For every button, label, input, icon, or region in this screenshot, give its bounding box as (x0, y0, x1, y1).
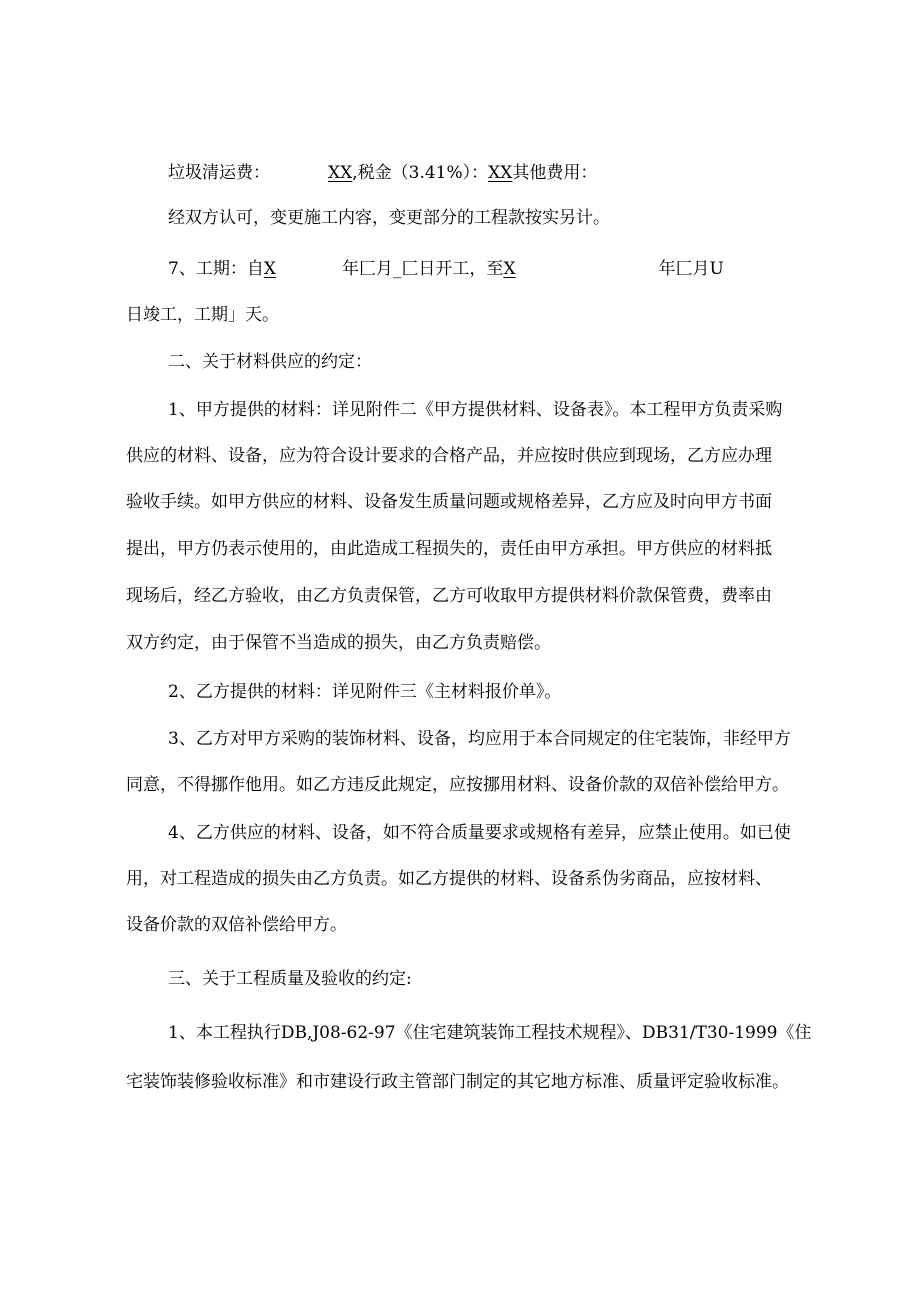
section2-item1-line: 验收手续。如甲方供应的材料、设备发生质量问题或规格差异，乙方应及时向甲方书面 (126, 492, 772, 512)
fees-line (168, 161, 597, 185)
section2-heading: 二、关于材料供应的约定： (168, 352, 372, 372)
section2-item4-line: 4、乙方供应的材料、设备，如不符合质量要求或规格有差异，应禁止使用。如已使 (168, 823, 791, 843)
schedule-mid2: 年匚月U (658, 259, 724, 279)
other-fee-label: 其他费用： (512, 163, 598, 183)
section2-item3-line: 3、乙方对甲方采购的装饰材料、设备，均应用于本合同规定的住宅装饰，非经甲方 (168, 729, 791, 749)
section2-item1-line: 1、甲方提供的材料：详见附件二《甲方提供材料、设备表》。本工程甲方负责采购 (168, 400, 783, 420)
schedule-line (168, 257, 724, 281)
start-year-field (264, 259, 342, 279)
section2-item4-line: 用，对工程造成的损失由乙方负责。如乙方提供的材料、设备系伪劣商品，应按材料、 (126, 869, 772, 889)
tax-value: XX (488, 163, 513, 183)
schedule-line-2: 日竣工，工期」天。 (126, 305, 279, 325)
waste-fee-label: 垃圾清运费： (168, 163, 270, 183)
section3-item1-line: 宅装饰装修验收标准》和市建设行政主管部门制定的其它地方标准、质量评定验收标准。 (126, 1072, 789, 1092)
section2-item4-line: 设备价款的双倍补偿给甲方。 (126, 915, 347, 935)
section3-item1-line: 1、本工程执行DB,J08-62-97《住宅建筑装饰工程技术规程》、DB31/T30-1999《住 (168, 1023, 812, 1043)
section3-heading: 三、关于工程质量及验收的约定: (168, 969, 412, 989)
section2-item3-line: 同意，不得挪作他用。如乙方违反此规定，应按挪用材料、设备价款的双倍补偿给甲方。 (126, 775, 789, 795)
section2-item2: 2、乙方提供的材料：详见附件三《主材料报价单》。 (168, 682, 562, 702)
section2-item1-line: 现场后，经乙方验收，由乙方负责保管，乙方可收取甲方提供材料价款保管费，费率由 (126, 586, 772, 606)
section2-item1-line: 供应的材料、设备，应为符合设计要求的合格产品，并应按时供应到现场，乙方应办理 (126, 446, 772, 466)
end-year-value: X (503, 259, 516, 279)
section2-item1-line: 提出，甲方仍表示使用的，由此造成工程损失的，责任由甲方承担。甲方供应的材料抵 (126, 539, 772, 559)
section2-item1-line: 双方约定，由于保管不当造成的损失，由乙方负责赔偿。 (126, 633, 551, 653)
schedule-prefix: 7、工期：自 (168, 259, 264, 279)
schedule-mid1: 年匚月_匚日开工，至 (341, 259, 504, 279)
change-note: 经双方认可，变更施工内容，变更部分的工程款按实另计。 (168, 208, 610, 228)
tax-label: ,税金（3.41%）： (352, 163, 489, 183)
start-year-value: X (263, 259, 276, 279)
waste-fee-value: XX (328, 163, 353, 183)
